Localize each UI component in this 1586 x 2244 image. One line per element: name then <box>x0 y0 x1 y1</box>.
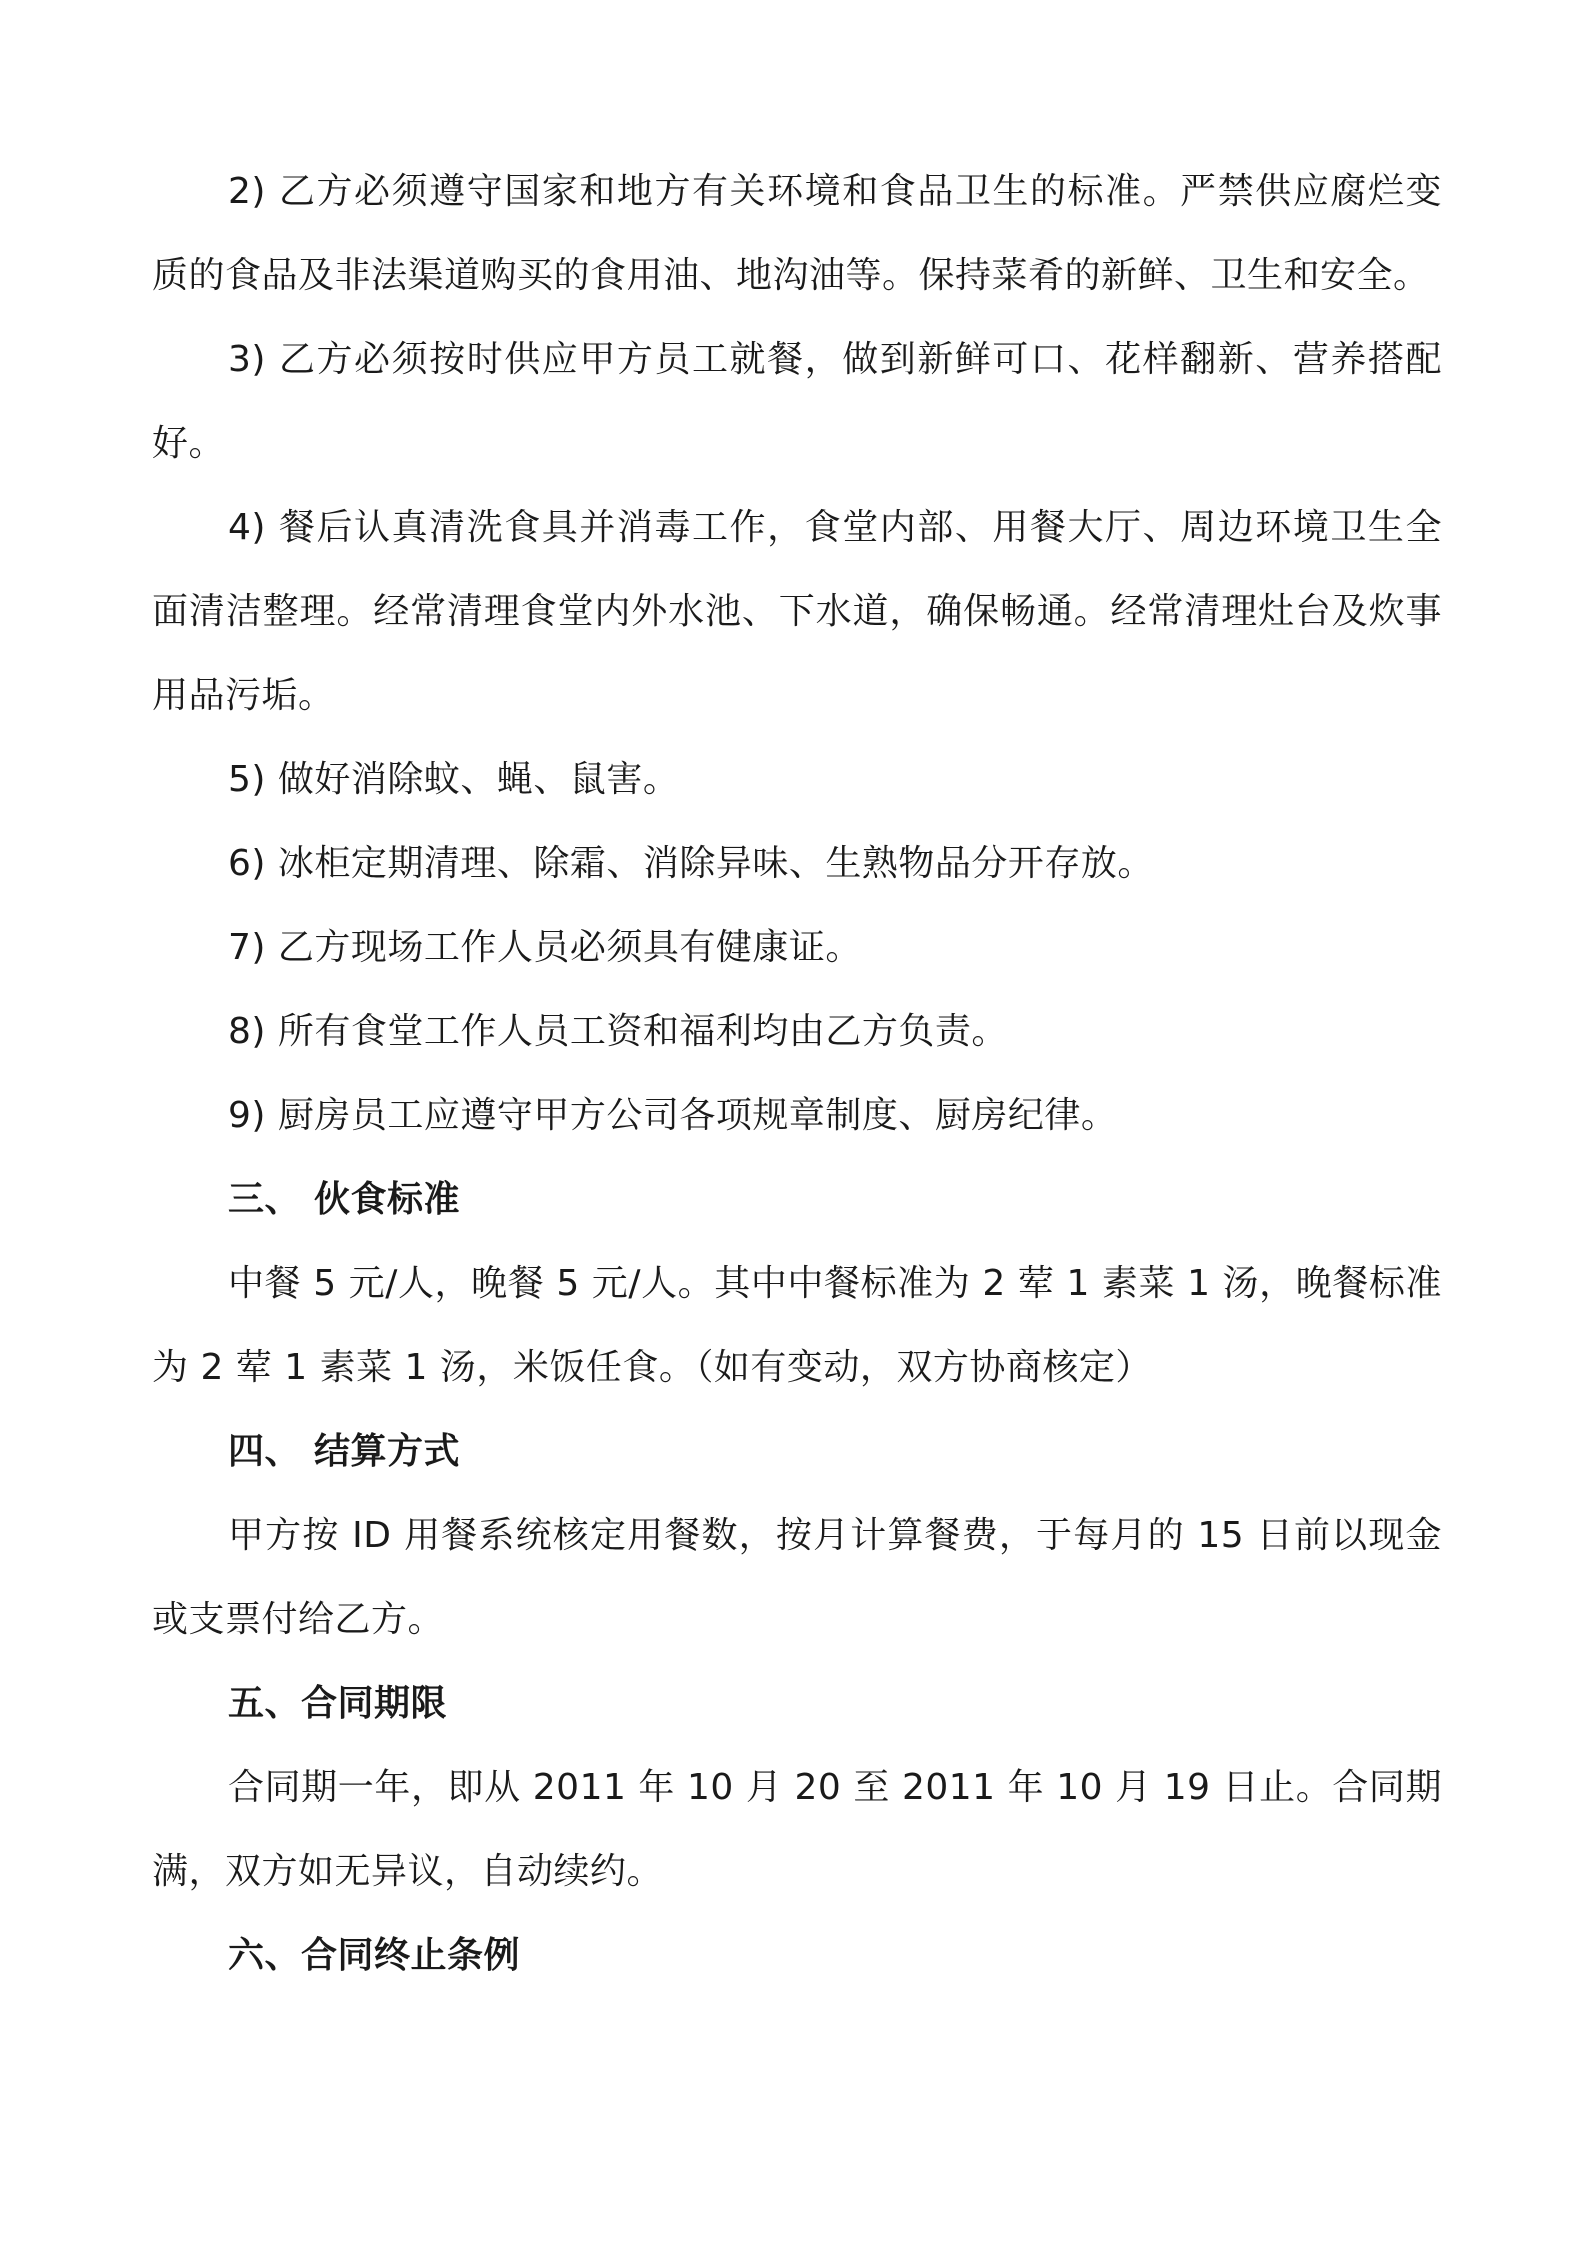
clause-3-paragraph: 3) 乙方必须按时供应甲方员工就餐，做到新鲜可口、花样翻新、营养搭配好。 <box>152 339 1442 464</box>
section-4-heading: 四、 结算方式 <box>228 1431 461 1472</box>
section-3-heading: 三、 伙食标准 <box>228 1179 461 1220</box>
section-5-heading: 五、合同期限 <box>228 1683 448 1724</box>
section-6-heading: 六、合同终止条例 <box>228 1935 521 1976</box>
document-body <box>152 150 1442 1998</box>
clause-6-paragraph: 6) 冰柜定期清理、除霜、消除异味、生熟物品分开存放。 <box>228 843 1154 884</box>
clause-8-paragraph: 8) 所有食堂工作人员工资和福利均由乙方负责。 <box>228 1011 1008 1052</box>
settlement-paragraph: 甲方按 ID 用餐系统核定用餐数，按月计算餐费，于每月的 15 日前以现金或支票付给乙方。 <box>152 1515 1442 1640</box>
clause-2-paragraph: 2) 乙方必须遵守国家和地方有关环境和食品卫生的标准。严禁供应腐烂变质的食品及非法渠道购买的食用油、地沟油等。保持菜肴的新鲜、卫生和安全。 <box>152 171 1442 296</box>
clause-4-paragraph: 4) 餐后认真清洗食具并消毒工作，食堂内部、用餐大厅、周边环境卫生全面清洁整理。经常清理食堂内外水池、下水道，确保畅通。经常清理灶台及炊事用品污垢。 <box>152 507 1442 716</box>
clause-9-paragraph: 9) 厨房员工应遵守甲方公司各项规章制度、厨房纪律。 <box>228 1095 1118 1136</box>
contract-term-paragraph: 合同期一年，即从 2011 年 10 月 20 至 2011 年 10 月 19 日止。合同期满，双方如无异议，自动续约。 <box>152 1767 1442 1892</box>
clause-5-paragraph: 5) 做好消除蚊、蝇、鼠害。 <box>228 759 680 800</box>
clause-7-paragraph: 7) 乙方现场工作人员必须具有健康证。 <box>228 927 862 968</box>
meal-standard-paragraph: 中餐 5 元/人，晚餐 5 元/人。其中中餐标准为 2 荤 1 素菜 1 汤，晚餐标准为 2 荤 1 素菜 1 汤，米饭任食。（如有变动，双方协商核定） <box>152 1263 1442 1388</box>
